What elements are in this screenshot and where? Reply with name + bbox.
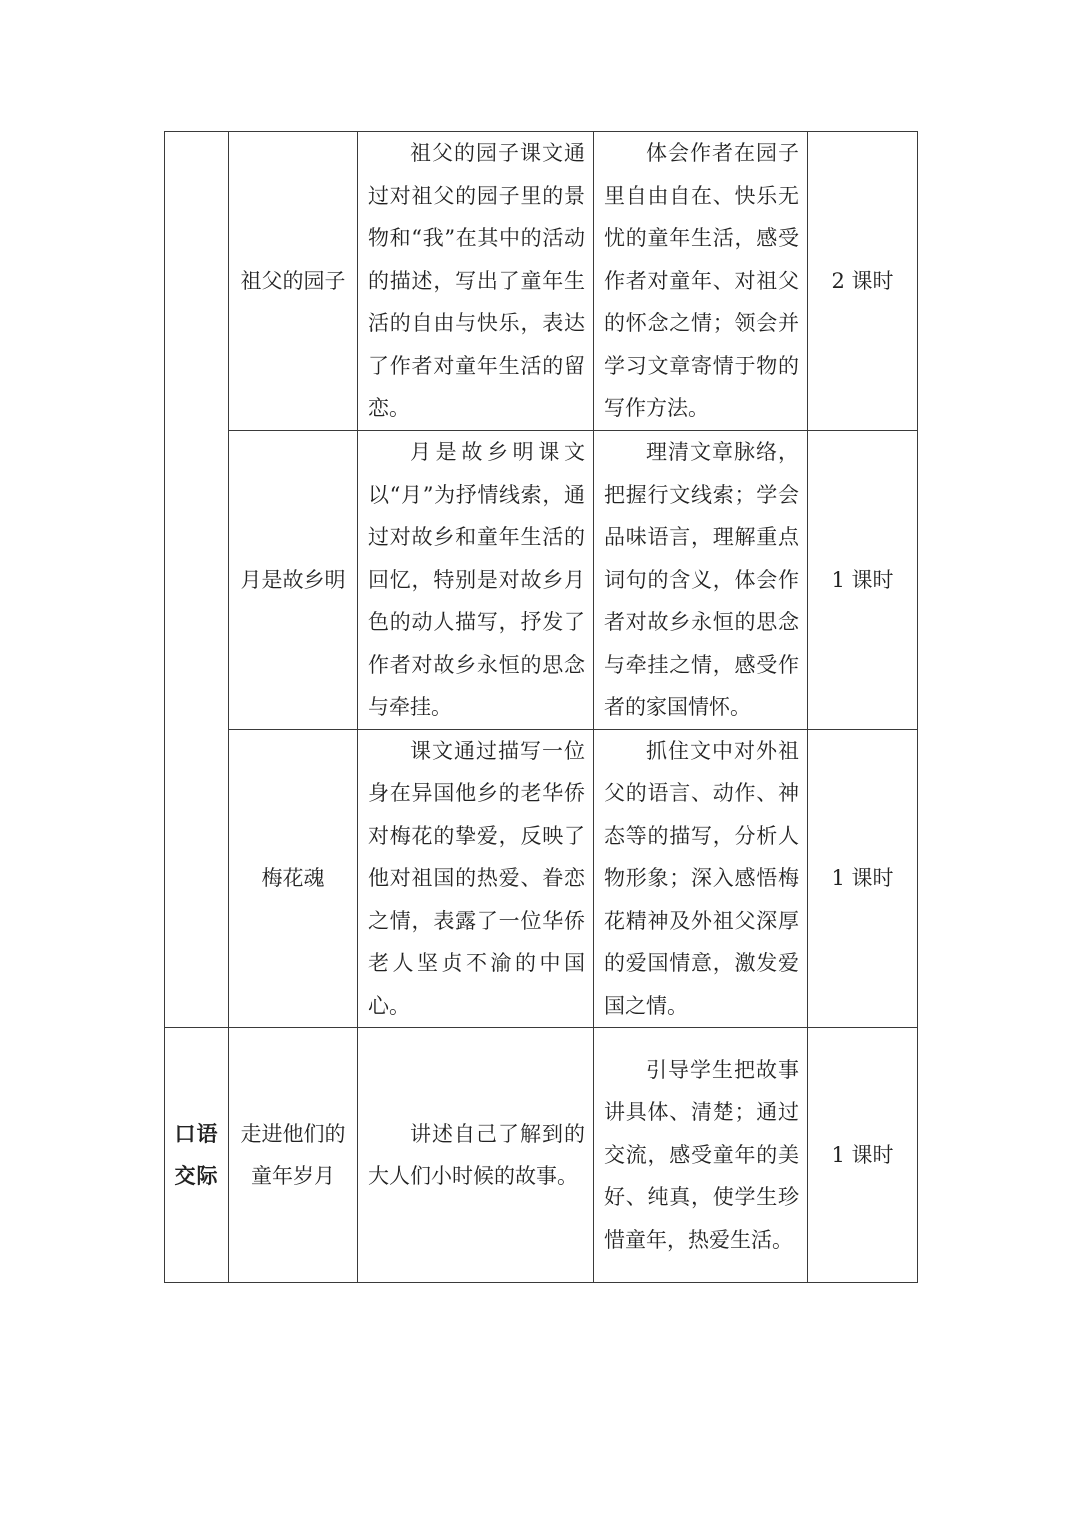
lesson-title-cell: 月是故乡明 [229,431,358,730]
lesson-goal-cell [594,729,808,1028]
lesson-title-cell: 祖父的园子 [229,132,358,431]
lesson-hours-cell: 2 课时 [808,132,918,431]
lesson-description-text: 月是故乡明课文以“月”为抒情线索，通过对故乡和童年生活的回忆，特别是对故乡月色的动人描写，抒发了作者对故乡永恒的思念与牵挂。 [368,440,585,719]
category-cell-oral [165,1028,229,1283]
lesson-hours-cell: 1 课时 [808,1028,918,1283]
category-label-line1: 口语 [174,1120,219,1146]
lesson-description-text: 祖父的园子课文通过对祖父的园子里的景物和“我”在其中的活动的描述，写出了童年生活的自由与快乐，表达了作者对童年生活的留恋。 [368,141,585,421]
lesson-goal-cell [594,1028,808,1283]
lesson-goal-text: 抓住文中对外祖父的语言、动作、神态等的描写，分析人物形象；深入感悟梅花精神及外祖父深厚的爱国情意，激发爱国之情。 [604,738,799,1018]
category-cell-empty [165,132,229,1028]
lesson-goal-cell [594,132,808,431]
lesson-description-text: 课文通过描写一位身在异国他乡的老华侨对梅花的挚爱，反映了他对祖国的热爱、眷恋之情，表露了一位华侨老人坚贞不渝的中国心。 [368,738,585,1018]
lesson-plan-table [164,131,918,1283]
lesson-goal-cell [594,431,808,730]
category-label-line2: 交际 [174,1163,219,1188]
lesson-goal-text: 理清文章脉络，把握行文线索；学会品味语言，理解重点词句的含义，体会作者对故乡永恒的思念与牵挂之情，感受作者的家国情怀。 [604,440,799,719]
lesson-description-cell [358,132,594,431]
table-row [165,431,918,730]
lesson-title-line1: 走进他们的 [240,1121,346,1146]
lesson-hours-cell: 1 课时 [808,431,918,730]
table-row [165,1028,918,1283]
lesson-description-cell [358,431,594,730]
lesson-title-cell: 梅花魂 [229,729,358,1028]
lesson-description-text: 讲述自己了解到的大人们小时候的故事。 [368,1121,585,1188]
lesson-goal-text: 引导学生把故事讲具体、清楚；通过交流，感受童年的美好、纯真，使学生珍惜童年，热爱生活。 [604,1057,799,1252]
lesson-description-cell [358,729,594,1028]
lesson-title-line2: 童年岁月 [251,1164,335,1188]
lesson-title-cell [229,1028,358,1283]
table-row [165,132,918,431]
lesson-description-cell [358,1028,594,1283]
lesson-goal-text: 体会作者在园子里自由自在、快乐无忧的童年生活，感受作者对童年、对祖父的怀念之情；领会并学习文章寄情于物的写作方法。 [604,141,799,421]
table-row [165,729,918,1028]
lesson-hours-cell: 1 课时 [808,729,918,1028]
